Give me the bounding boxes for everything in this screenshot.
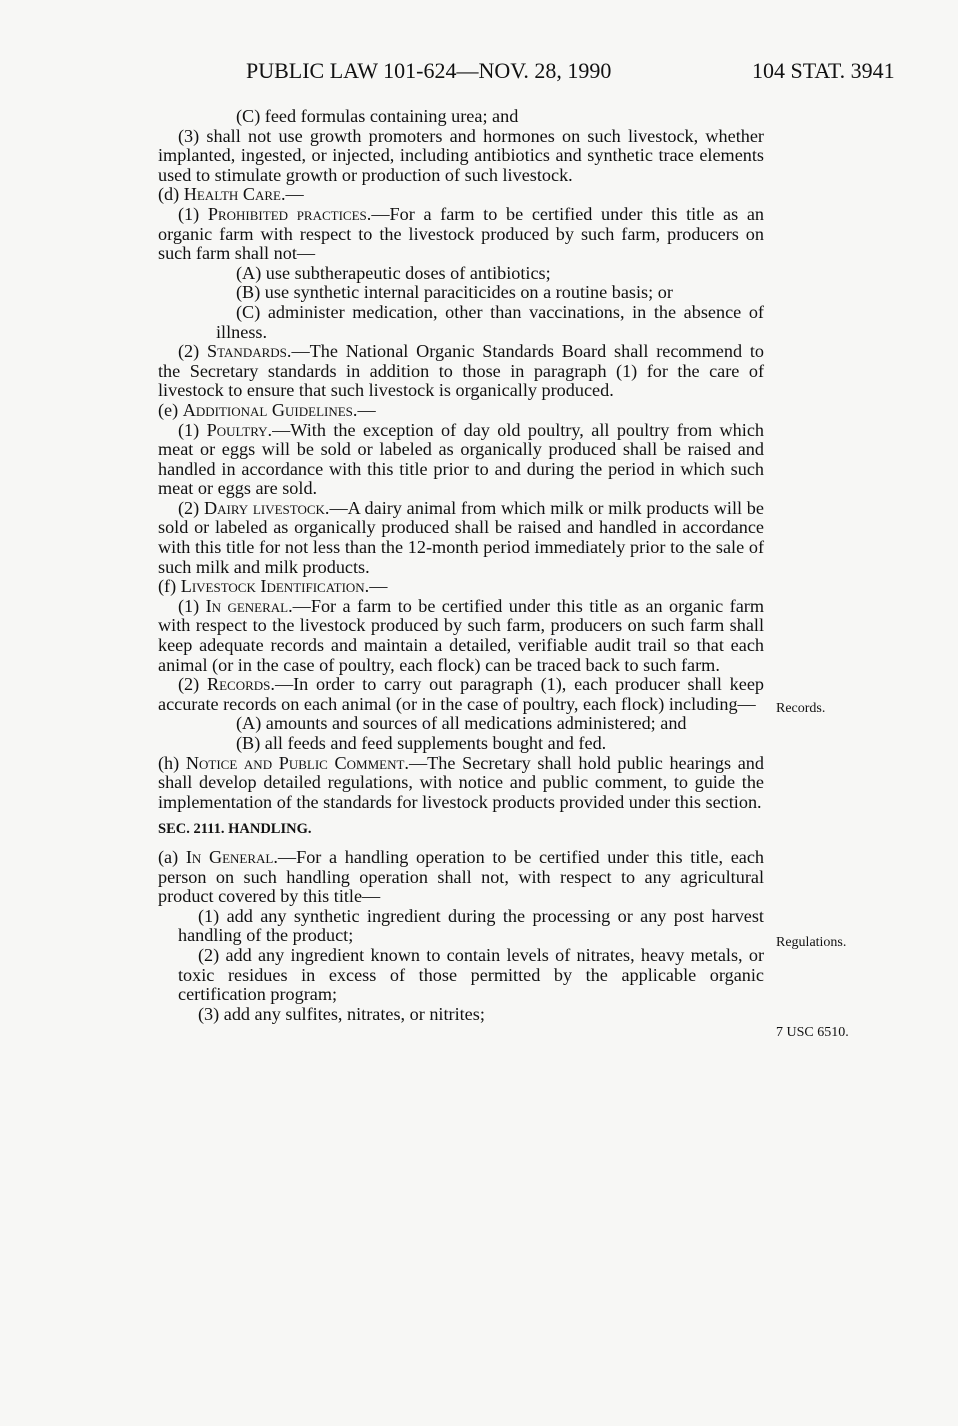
heading-title: Poultry. [206,419,273,440]
running-head-title: PUBLIC LAW 101-624—NOV. 28, 1990 [246,58,612,83]
label: (d) [158,184,184,205]
paragraph-text: —For a farm to be certified under this title as an organic farm with respect to the livestock produced by such farm, producers on such farm shall not— [158,203,764,264]
paragraph-text: (3) shall not use growth promoters and hormones on such livestock, whether implanted, ingested, or injected, including antibiotics and synthetic trace elements used to stimulate growth or production of such livestock. [158,125,764,185]
heading-title: Notice and Public Comment. [185,752,409,773]
heading-title: In general. [205,595,293,616]
paragraph-d1 [158,205,764,264]
label: (1) [178,595,206,616]
paragraph-f1 [158,597,764,675]
paragraph-e1 [158,421,764,499]
margin-note-usc: 7 USC 6510. [776,1025,849,1040]
item-f2-b: (B) all feeds and feed supplements bought and fed. [236,733,607,753]
label: (1) [178,203,208,224]
heading-title: Prohibited practices. [207,203,372,224]
heading-title: Standards. [207,341,292,362]
label: (h) [158,752,186,773]
subsection-h [158,754,764,813]
subsection-f-heading [158,577,764,597]
item-a2: (2) add any ingredient known to contain levels of nitrates, heavy metals, or toxic residues in excess of those permitted by the applicable organic certification program; [178,944,764,1005]
label: (e) [158,399,183,420]
body-text [158,107,764,1024]
label: (f) [158,576,181,597]
subsection-d-heading [158,185,764,205]
dash: — [369,576,388,597]
paragraph-c-feed: (C) feed formulas containing urea; and [236,106,519,126]
subsection-e-heading [158,401,764,421]
paragraph-text: —A dairy animal from which milk or milk products will be sold or labeled as organically produced shall be raised and handled in accordance with this title for not less than the 12-month period immediately prior to the sale of such milk and milk products. [158,497,764,577]
paragraph-text: —For a farm to be certified under this title as an organic farm with respect to the livestock produced by such farm, producers on such farm shall keep adequate records and maintain a detailed, verifiable audit trail so that each animal (or in the case of poultry, each flock) can be traced back to such farm. [158,595,764,675]
paragraph-text: —The Secretary shall hold public hearings and shall develop detailed regulations, with notice and public comment, to guide the implementation of the standards for livestock products provided under this section. [158,752,764,812]
heading-title: Records. [206,674,275,695]
margin-note-regulations: Regulations. [776,935,847,950]
heading-title: Dairy livestock. [203,497,330,518]
paragraph-text: —The National Organic Standards Board shall recommend to the Secretary standards in addition to those in paragraph (1) for the care of livestock to ensure that such livestock is organically produced. [158,341,764,401]
paragraph-3-growth-promoters [158,127,764,186]
dash: — [285,184,304,205]
item-d1-b: (B) use synthetic internal paraciticides on a routine basis; or [236,282,673,303]
label: (2) [178,497,204,518]
heading-title: In General. [185,846,278,867]
dash: — [357,399,376,420]
item-a3: (3) add any sulfites, nitrates, or nitrites; [198,1003,485,1024]
heading-title: Health Care. [183,184,286,205]
page-header [0,58,958,88]
statute-page-number: 104 STAT. 3941 [752,58,895,83]
heading-title: Additional Guidelines. [182,399,358,420]
item-d1-c: (C) administer medication, other than vaccinations, in the absence of illness. [216,301,764,342]
paragraph-d2 [158,342,764,401]
item-f2-a: (A) amounts and sources of all medications administered; and [236,713,687,734]
label: (2) [178,341,208,362]
item-a1: (1) add any synthetic ingredient during the processing or any post harvest handling of the product; [178,905,764,946]
paragraph-text: —With the exception of day old poultry, all poultry from which meat or eggs will be sold or labeled as organically produced shall be raised and handled in accordance with this title prior to and during the period in which such meat or eggs are sold. [158,419,764,499]
subsection-a [158,848,764,907]
label: (2) [178,674,207,695]
item-d1-a: (A) use subtherapeutic doses of antibiotics; [236,262,551,283]
margin-note-records: Records. [776,701,826,716]
paragraph-text: —In order to carry out paragraph (1), each producer shall keep accurate records on each animal (or in the case of poultry, each flock) including— [158,674,764,714]
label: (a) [158,846,186,867]
section-2111-heading: SEC. 2111. HANDLING. [158,821,312,838]
label: (1) [178,419,207,440]
paragraph-f2 [158,675,764,714]
paragraph-e2 [158,499,764,577]
heading-title: Livestock Identification. [180,576,370,597]
paragraph-text: —For a handling operation to be certified under this title, each person on such handling operation shall not, with respect to any agricultural product covered by this title— [158,846,764,907]
